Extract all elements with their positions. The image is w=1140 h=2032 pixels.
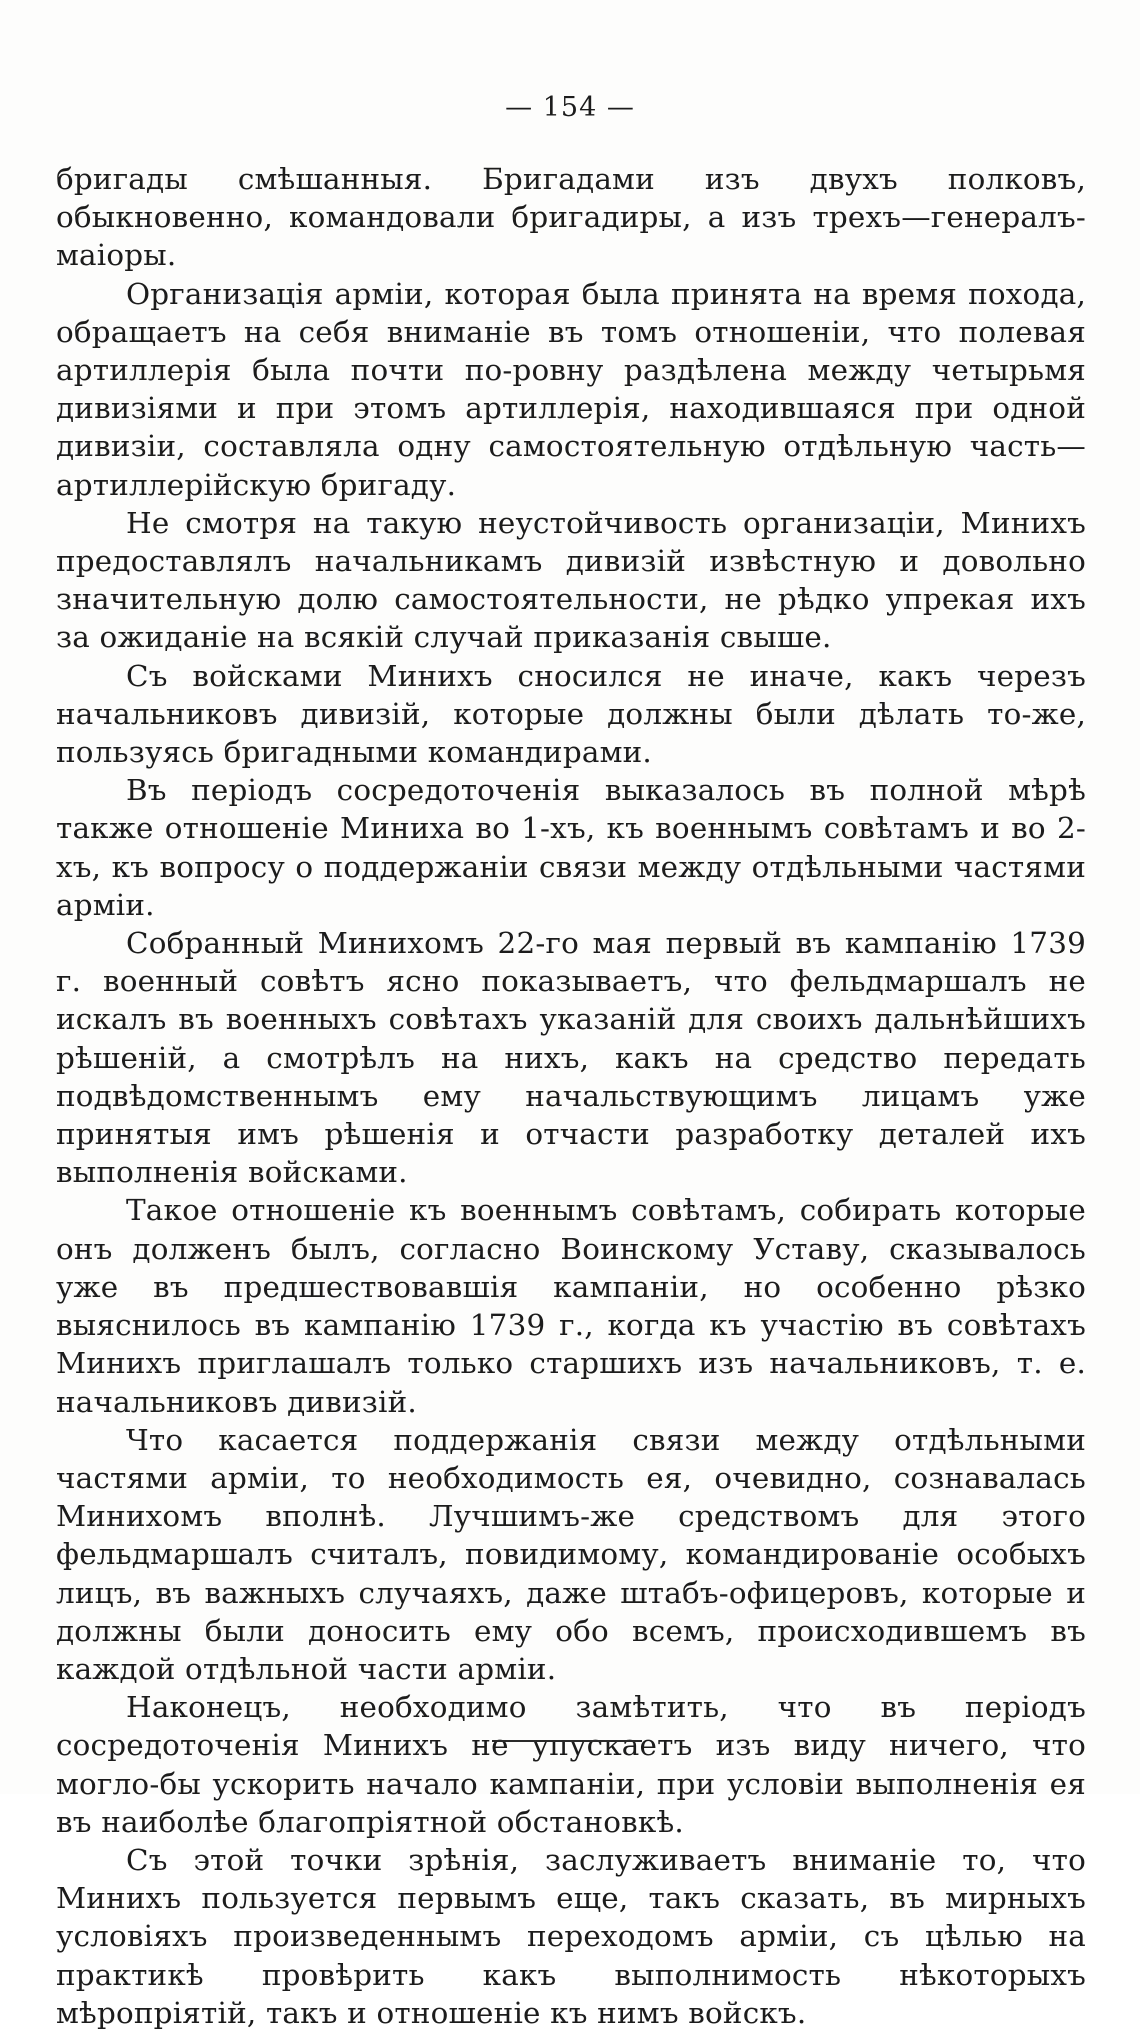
paragraph-campaign-readiness: Наконецъ, необходимо замѣтить, что въ періодъ сосредоточенія Минихъ не упускаетъ изъ виду ничего, что могло-бы ускорить начало кампаніи, при условіи выполненія ея въ наиболѣе благопріятной обстановкѣ. xyxy=(56,1690,1086,1839)
paragraph-communication-with-troops: Съ войсками Минихъ сносился не иначе, какъ черезъ начальниковъ дивизій, которые должны были дѣлать то-же, пользуясь бригадными командирами. xyxy=(56,658,1086,770)
paragraph-peacetime-march: Съ этой точки зрѣнія, заслуживаетъ вниманіе то, что Минихъ пользуется первымъ еще, такъ сказать, въ мирныхъ условіяхъ произведеннымъ переходомъ арміи, съ цѣлью на практикѣ провѣрить какъ выполнимость нѣкоторыхъ мѣропріятій, такъ и отношеніе къ нимъ войскъ. xyxy=(56,1842,1086,2030)
footer-rule xyxy=(492,1740,642,1742)
paragraph-liaison-between-units: Что касается поддержанія связи между отдѣльными частями арміи, то необходимость ея, очевидно, сознавалась Минихомъ вполнѣ. Лучшимъ-же средствомъ для этого фельдмаршалъ считалъ, повидимому, командированіе особыхъ лицъ, въ важныхъ случаяхъ, даже штабъ-офицеровъ, которые и должны были доносить ему обо всемъ, происходившемъ въ каждой отдѣльной части арміи. xyxy=(56,1422,1086,1686)
body-text xyxy=(56,160,1086,2032)
page-number: — 154 — xyxy=(505,92,635,123)
paragraph-war-council-1739: Собранный Минихомъ 22-го мая первый въ кампанію 1739 г. военный совѣтъ ясно показываетъ, что фельдмаршалъ не искалъ въ военныхъ совѣтахъ указаній для своихъ дальнѣйшихъ рѣшеній, а смотрѣлъ на нихъ, какъ на средство передать подвѣдомственнымъ ему начальствующимъ лицамъ уже принятыя имъ рѣшенія и отчасти разработку деталей ихъ выполненія войсками. xyxy=(56,926,1086,1190)
paragraph-division-autonomy: Не смотря на такую неустойчивость организаціи, Минихъ предоставлялъ начальникамъ дивизій извѣстную и довольно значительную долю самостоятельности, не рѣдко упрекая ихъ за ожиданіе на всякій случай приказанія свыше. xyxy=(56,505,1086,655)
paragraph-concentration-period: Въ періодъ сосредоточенія выказалось въ полной мѣрѣ также отношеніе Миниха во 1-хъ, къ военнымъ совѣтамъ и во 2-хъ, къ вопросу о поддержаніи связи между отдѣльными частями арміи. xyxy=(56,773,1086,922)
paragraph-attitude-to-councils: Такое отношеніе къ военнымъ совѣтамъ, собирать которые онъ долженъ былъ, согласно Воинскому Уставу, сказывалось уже въ предшествовавшія кампаніи, но особенно рѣзко выяснилось въ кампанію 1739 г., когда къ участію въ совѣтахъ Минихъ приглашалъ только старшихъ изъ начальниковъ, т. е. начальниковъ дивизій. xyxy=(56,1193,1086,1419)
paragraph-army-organization: Организація арміи, которая была принята на время похода, обращаетъ на себя вниманіе въ томъ отношеніи, что полевая артиллерія была почти по-ровну раздѣлена между четырьмя дивизіями и при этомъ артиллерія, находившаяся при одной дивизіи, составляла одну самостоятельную отдѣльную часть—артиллерійскую бригаду. xyxy=(56,276,1086,502)
paragraph-continuation: бригады смѣшанныя. Бригадами изъ двухъ полковъ, обыкновенно, командовали бригадиры, а изъ трехъ—генералъ-маіоры. xyxy=(56,162,1086,273)
